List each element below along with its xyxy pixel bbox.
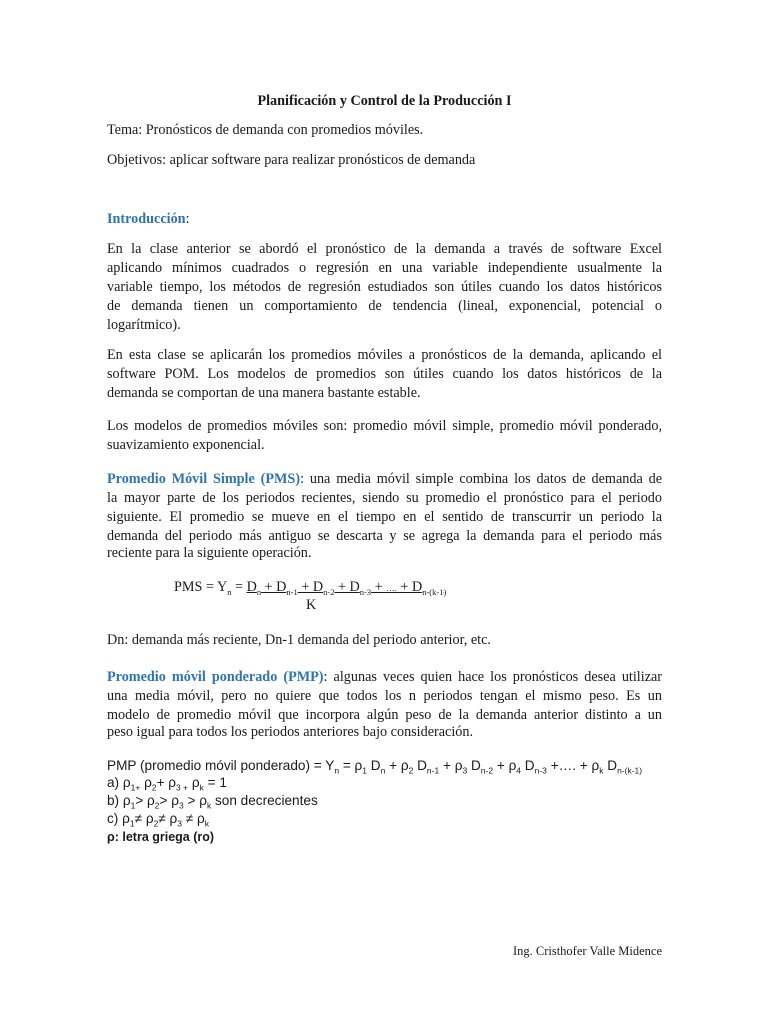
intro-colon: : (185, 211, 190, 227)
intro-p1-line: logarítmico). (107, 317, 181, 333)
formula-term: ρ (400, 758, 409, 773)
document-title: Planificación y Control de la Producción I (257, 93, 512, 109)
formula-subscript: 2 (153, 818, 159, 829)
formula-term: > ρ (135, 793, 155, 808)
pms-heading-line (107, 470, 662, 489)
pms-formula-eq: = (231, 579, 247, 595)
formula-subscript: n (380, 765, 386, 776)
pmp-p-line: peso igual para todos los periodos anteriores bajo consideración. (107, 724, 474, 740)
pms-formula-numerator (247, 579, 447, 595)
dn-note: Dn: demanda más reciente, Dn-1 demanda del periodo anterior, etc. (107, 632, 491, 648)
formula-subscript: 1 (362, 765, 368, 776)
formula-term: b) ρ (107, 793, 131, 808)
formula-subscript: 1 (129, 818, 135, 829)
formula-term: ρ (508, 758, 517, 773)
formula-term: = 1 (203, 775, 227, 790)
pms-heading-rest: : una media móvil simple combina los datos de demanda de (300, 471, 662, 487)
formula-subscript: n-(k-1) (617, 765, 643, 776)
pms-p-line: reciente para la siguiente operación. (107, 545, 312, 561)
pmp-formula-lhs: PMP (promedio móvil ponderado) = Y (107, 758, 335, 773)
formula-term: + D (334, 579, 360, 595)
intro-p1-line: En la clase anterior se abordó el pronóstico de la demanda a través de software Excel (107, 241, 662, 257)
formula-term: > ρ (183, 793, 207, 808)
formula-subscript: n-(k-1) (422, 586, 447, 597)
formula-subscript: n-3 (359, 586, 372, 597)
formula-subscript: n-1 (286, 586, 298, 597)
rho-note: ρ: letra griega (ro) (107, 830, 215, 844)
formula-subscript: n (256, 586, 262, 597)
pms-p-line: siguiente. El promedio se mueve en el tiempo en el sentido de transcurrir un periodo la (107, 509, 662, 525)
formula-term: +…. + (546, 758, 592, 773)
formula-term: D (246, 579, 257, 595)
formula-term: + (493, 758, 509, 773)
formula-subscript: 2 (151, 782, 157, 793)
pms-p-line: demanda del periodo más antiguo se descarta y se agrega la demanda para el periodo más (107, 528, 662, 544)
formula-subscript: n (227, 586, 232, 597)
formula-term: > ρ (159, 793, 179, 808)
formula-term: ρ (591, 758, 600, 773)
formula-subscript: k (199, 782, 204, 793)
intro-p1-line: aplicando mínimos cuadrados o regresión en una variable independiente usualmente la (107, 260, 662, 276)
models-line: Los modelos de promedios móviles son: promedio móvil simple, promedio móvil ponderado, (107, 418, 662, 434)
intro-p1-line: variable tiempo, los métodos de regresión estudiados son útiles cuando los datos históricos (107, 279, 662, 295)
formula-subscript: n-3 (534, 765, 547, 776)
formula-subscript: 3 + (176, 782, 189, 793)
formula-term: = (339, 758, 355, 773)
formula-term: + D (261, 579, 287, 595)
formula-term: ρ (454, 758, 463, 773)
formula-term: ρ (354, 758, 363, 773)
formula-term: + D (396, 579, 423, 595)
formula-term: ρ (188, 775, 200, 790)
formula-term: a) ρ (107, 775, 131, 790)
pms-formula-lhs: PMS = Y (174, 579, 228, 595)
formula-term: ≠ ρ (158, 811, 178, 826)
intro-p2-line: En esta clase se aplicarán los promedios móviles a pronósticos de la demanda, aplicando el (107, 347, 662, 363)
formula-term: D (367, 758, 381, 773)
formula-subscript: 4 (516, 765, 522, 776)
formula-term: son decrecientes (211, 793, 318, 808)
formula-term: D (603, 758, 618, 773)
formula-subscript: 2 (154, 800, 160, 811)
formula-subscript: k (599, 765, 604, 776)
formula-term: ≠ ρ (134, 811, 154, 826)
formula-term: ≠ ρ (182, 811, 205, 826)
formula-term: + (385, 758, 401, 773)
formula-dots: …. (386, 583, 397, 593)
pmp-heading-rest: : algunas veces quien hace los pronósticos desea utilizar (323, 669, 663, 685)
objetivos-line: Objetivos: aplicar software para realizar pronósticos de demanda (107, 152, 476, 168)
pms-heading: Promedio Móvil Simple (PMS) (107, 471, 301, 487)
formula-term: + (439, 758, 455, 773)
pmp-heading-line (107, 668, 662, 687)
formula-subscript: k (206, 800, 212, 811)
intro-p2-line: software POM. Los modelos de promedios son útiles cuando los datos históricos de la (107, 366, 662, 382)
intro-p1-line: de demanda tienen un comportamiento de tendencia (lineal, exponencial, potencial o (107, 298, 662, 314)
pmp-heading: Promedio móvil ponderado (PMP) (107, 669, 324, 685)
pms-formula-denominator: K (306, 597, 317, 613)
formula-term: D (413, 758, 427, 773)
intro-heading-line (107, 210, 662, 229)
formula-subscript: 1+ (130, 782, 141, 793)
tema-line: Tema: Pronósticos de demanda con promedios móviles. (107, 122, 424, 138)
formula-term: ρ (140, 775, 152, 790)
formula-term: + D (297, 579, 324, 595)
formula-term: + (371, 579, 387, 595)
formula-subscript: 3 (178, 800, 184, 811)
intro-p2-line: demanda se comportan de una manera bastante estable. (107, 385, 421, 401)
intro-heading: Introducción (107, 211, 186, 227)
formula-subscript: 2 (408, 765, 414, 776)
pmp-formula-rhs (334, 758, 643, 776)
pmp-p-line: modelo de promedio móvil que incorpora algún peso de la demanda anterior distinto a un (107, 707, 662, 723)
footer-author: Ing. Cristhofer Valle Midence (512, 944, 662, 958)
formula-subscript: n-2 (480, 765, 494, 776)
formula-subscript: 1 (130, 800, 136, 811)
formula-term: + ρ (156, 775, 177, 790)
formula-subscript: n-2 (323, 586, 335, 597)
formula-subscript: 3 (462, 765, 468, 776)
formula-subscript: n (334, 765, 340, 776)
formula-term: c) ρ (107, 811, 130, 826)
formula-subscript: n-1 (426, 765, 440, 776)
pms-p-line: la mayor parte de los periodos recientes, siendo su promedio el pronóstico para el periodo (107, 490, 662, 506)
formula-subscript: k (204, 818, 210, 829)
formula-term: D (521, 758, 535, 773)
formula-subscript: 3 (177, 818, 183, 829)
formula-term: D (467, 758, 481, 773)
pmp-p-line: una media móvil, pero no quiere que todos los n periodos tengan el mismo peso. Es un (107, 688, 662, 704)
models-line: suavizamiento exponencial. (107, 437, 265, 453)
